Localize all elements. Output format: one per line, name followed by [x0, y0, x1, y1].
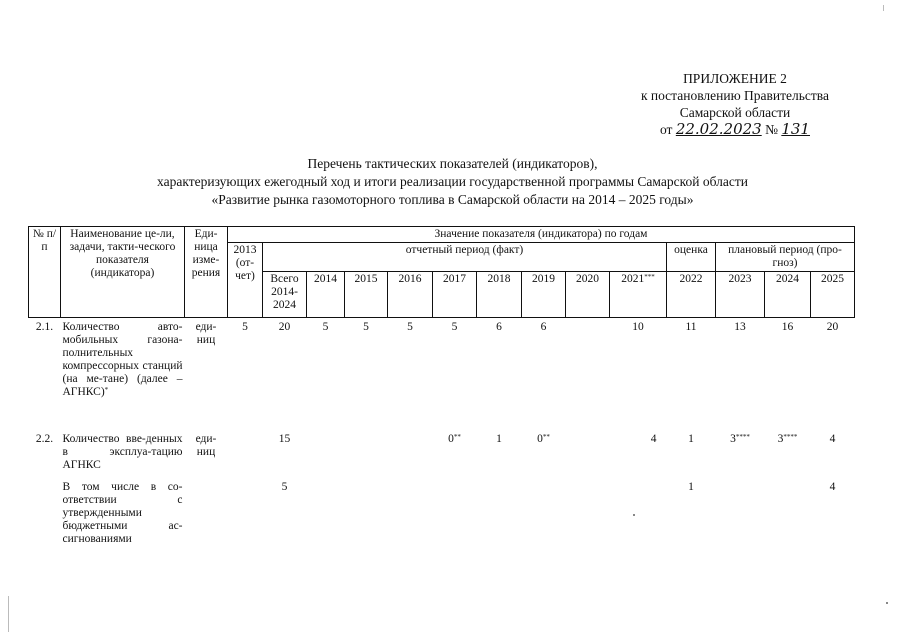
row-name: В том числе в со-ответствии с утвержденными бюджетными ас-сигнованиями [62, 480, 183, 545]
cell [345, 480, 388, 560]
year-label: 2021 [621, 273, 645, 285]
cell [433, 432, 477, 480]
cell: 1 [688, 432, 694, 445]
cell [610, 480, 667, 560]
scan-edge-mark [8, 596, 9, 632]
row-name-text: Количество авто-мобильных газона-полнительных компрессорных станций (на ме-тане) (далее – АГНКС) [62, 321, 183, 398]
table-row [29, 432, 855, 480]
header-total: Всего 2014-2024 [263, 272, 307, 318]
header-year: 2015 [345, 272, 388, 318]
handwritten-number: 131 [781, 120, 810, 138]
cell: 10 [632, 321, 644, 333]
cell [522, 480, 566, 560]
cell: 6 [540, 321, 547, 333]
cell: 20 [278, 321, 291, 333]
appendix-block [641, 70, 829, 138]
cell: 20 [826, 321, 839, 333]
cell [307, 480, 345, 560]
row-name: Количество вве-денных в эксплуа-тацию АГНКС [62, 432, 183, 471]
cell [566, 480, 610, 560]
title-line: характеризующих ежегодный ход и итоги реализации государственной программы Самарской области [157, 174, 748, 189]
cell: 6 [496, 321, 502, 333]
number-prefix: № [765, 122, 778, 137]
header-num: № п/п [29, 227, 61, 318]
scan-speck [886, 602, 888, 604]
table-row [29, 318, 855, 432]
cell: 11 [685, 321, 697, 333]
cell: 5 [242, 321, 248, 333]
handwritten-date: 22.02.2023 [675, 120, 762, 138]
title-line: Перечень тактических показателей (индикаторов), [307, 156, 598, 171]
header-year: 2018 [477, 272, 522, 318]
header-year: 2020 [566, 272, 610, 318]
row-num [29, 480, 61, 560]
title-line: «Развитие рынка газомоторного топлива в Самарской области на 2014 – 2025 годы» [211, 192, 694, 207]
row-unit [185, 480, 228, 560]
cell: 5 [322, 321, 329, 333]
cell [477, 480, 522, 560]
header-year: 2017 [433, 272, 477, 318]
footnote-mark: **** [735, 432, 750, 441]
cell [307, 432, 345, 480]
footnote-mark: ** [542, 432, 550, 441]
appendix-line: к постановлению Правительства [640, 88, 829, 103]
cell [228, 432, 263, 480]
header-year-2021 [610, 272, 667, 318]
scan-edge-mark [883, 5, 884, 11]
cell [388, 480, 433, 560]
table-row [29, 480, 855, 560]
cell [765, 432, 811, 480]
cell [716, 432, 765, 480]
cell-value: 3 [730, 432, 736, 445]
appendix-date-line [641, 121, 829, 138]
appendix-title: ПРИЛОЖЕНИЕ 2 [683, 71, 787, 86]
cell: 15 [278, 432, 291, 445]
header-year: 2016 [388, 272, 433, 318]
header-name: Наименование це-ли, задачи, такти-ческого показателя (индикатора) [61, 227, 185, 318]
cell [433, 480, 477, 560]
cell: 13 [734, 321, 746, 333]
header-unit: Еди-ница изме-рения [185, 227, 228, 318]
cell: 1 [688, 480, 694, 493]
header-year: 2014 [307, 272, 345, 318]
row-unit: еди-ниц [195, 432, 217, 458]
appendix-line: Самарской области [679, 105, 791, 120]
cell [228, 480, 263, 560]
footnote-mark: ** [453, 432, 461, 441]
indicators-table [28, 226, 855, 560]
header-planned: плановый период (про-гноз) [716, 243, 855, 272]
cell [566, 318, 610, 432]
header-estimate: оценка [667, 243, 716, 272]
cell: 4 [829, 480, 836, 493]
cell [716, 480, 765, 560]
header-year: 2024 [765, 272, 811, 318]
footnote-mark: **** [783, 432, 798, 441]
cell: 5 [363, 321, 369, 333]
cell [566, 432, 610, 480]
header-year: 2023 [716, 272, 765, 318]
document-title [80, 155, 825, 209]
footnote-mark: *** [644, 273, 655, 281]
cell [388, 432, 433, 480]
header-2013: 2013 (от-чет) [228, 243, 263, 318]
cell: 5 [451, 321, 458, 333]
header-year: 2025 [811, 272, 855, 318]
row-num: 2.1. [35, 321, 54, 333]
row-num: 2.2. [35, 432, 54, 445]
header-year: 2022 [667, 272, 716, 318]
cell [345, 432, 388, 480]
cell: 4 [829, 432, 836, 445]
cell [765, 480, 811, 560]
date-prefix: от [659, 122, 673, 137]
cell: 4 [650, 432, 657, 445]
footnote-mark: * [104, 386, 109, 394]
header-year: 2019 [522, 272, 566, 318]
row-unit: еди-ниц [195, 321, 217, 346]
scan-speck [633, 514, 635, 516]
cell: 5 [281, 480, 288, 493]
cell-value: 0 [448, 432, 454, 445]
header-values-group: Значение показателя (индикатора) по годам [228, 227, 855, 243]
cell-value: 0 [537, 432, 543, 445]
header-reported: отчетный период (факт) [263, 243, 667, 272]
cell: 16 [781, 321, 794, 333]
row-name [61, 318, 185, 432]
cell: 1 [496, 432, 502, 445]
cell-value: 3 [777, 432, 784, 445]
cell [522, 432, 566, 480]
cell: 5 [407, 321, 413, 333]
